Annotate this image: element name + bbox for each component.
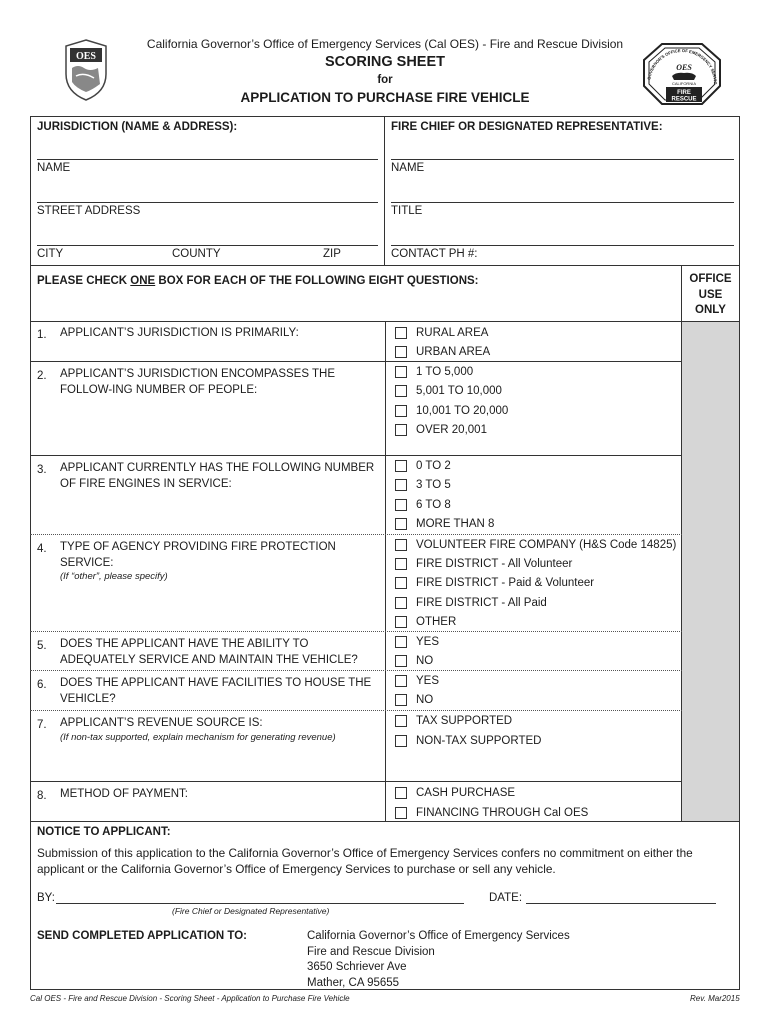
- question-7-text: APPLICANT’S REVENUE SOURCE IS:: [60, 717, 263, 729]
- option-label: MORE THAN 8: [416, 517, 495, 530]
- option-label: OVER 20,001: [416, 423, 487, 436]
- chief-name-label: NAME: [391, 162, 425, 174]
- notice-body: Submission of this application to the California Governor’s Office of Emergency Services confers no commitment on either the applicant or the California Governor’s Office of Emergency Services to purchase or sell any vehicle.: [37, 846, 693, 876]
- option-label: 1 TO 5,000: [416, 365, 474, 378]
- option-label: FINANCING THROUGH Cal OES: [416, 806, 589, 819]
- checkbox[interactable]: [395, 479, 407, 491]
- option-label: YES: [416, 674, 440, 687]
- agency-line: California Governor’s Office of Emergency Services (Cal OES) - Fire and Rescue Division: [146, 37, 624, 51]
- checkbox[interactable]: [395, 597, 407, 609]
- question-7-option-1[interactable]: [395, 713, 512, 728]
- jurisdiction-city-line[interactable]: [37, 245, 378, 246]
- address-line-2: Fire and Rescue Division: [307, 945, 435, 958]
- option-label: NON-TAX SUPPORTED: [416, 734, 542, 747]
- checkbox[interactable]: [395, 675, 407, 687]
- jurisdiction-street-line[interactable]: [37, 202, 378, 203]
- checkbox[interactable]: [395, 735, 407, 747]
- checkbox[interactable]: [395, 385, 407, 397]
- question-5-number: 5.: [37, 640, 47, 652]
- checkbox[interactable]: [395, 655, 407, 667]
- question-1-option-2[interactable]: [395, 344, 490, 359]
- question-2-number: 2.: [37, 370, 47, 382]
- chief-name-line[interactable]: [391, 159, 734, 160]
- checkbox[interactable]: [395, 694, 407, 706]
- date-line[interactable]: [526, 903, 716, 904]
- question-5-option-1[interactable]: [395, 634, 439, 649]
- question-3-text: APPLICANT CURRENTLY HAS THE FOLLOWING NUMBER OF FIRE ENGINES IN SERVICE:: [60, 462, 375, 490]
- oes-logo-text: OES: [75, 51, 97, 62]
- question-4-option-1[interactable]: [395, 537, 676, 552]
- option-label: NO: [416, 654, 434, 667]
- by-signature-line[interactable]: [56, 903, 464, 904]
- question-4-option-5[interactable]: [395, 614, 456, 629]
- option-label: 10,001 TO 20,000: [416, 404, 509, 417]
- question-8-text: METHOD OF PAYMENT:: [60, 788, 188, 800]
- question-2-text: APPLICANT’S JURISDICTION ENCOMPASSES THE FOLLOW-ING NUMBER OF PEOPLE:: [60, 368, 335, 396]
- question-3-number: 3.: [37, 464, 47, 476]
- checkbox[interactable]: [395, 807, 407, 819]
- instructions-pre: PLEASE CHECK: [37, 275, 131, 287]
- option-label: 5,001 TO 10,000: [416, 384, 502, 397]
- seal-ring-text: GOVERNOR'S OFFICE OF EMERGENCY SERVIC: [646, 47, 719, 85]
- question-6-number: 6.: [37, 679, 47, 691]
- checkbox[interactable]: [395, 539, 407, 551]
- question-1-block: [60, 326, 378, 342]
- question-4-option-4[interactable]: [395, 595, 547, 610]
- option-label: FIRE DISTRICT - All Paid: [416, 596, 547, 609]
- checkbox[interactable]: [395, 405, 407, 417]
- question-5-text: DOES THE APPLICANT HAVE THE ABILITY TO ADEQUATELY SERVICE AND MAINTAIN THE VEHICLE?: [60, 638, 358, 666]
- jurisdiction-street-label: STREET ADDRESS: [37, 205, 141, 217]
- checkbox[interactable]: [395, 327, 407, 339]
- instructions-one: ONE: [130, 275, 156, 287]
- address-line-1: California Governor’s Office of Emergency Services: [307, 930, 570, 942]
- question-2-option-4[interactable]: [395, 422, 487, 437]
- question-8-option-2[interactable]: [395, 805, 588, 820]
- question-separator: [30, 781, 682, 782]
- chief-contact-label: CONTACT PH #:: [391, 248, 478, 260]
- question-6-text: DOES THE APPLICANT HAVE FACILITIES TO HOUSE THE VEHICLE?: [60, 677, 372, 705]
- question-3-option-3[interactable]: [395, 497, 451, 512]
- question-2-option-3[interactable]: [395, 403, 508, 418]
- page-subtitle: APPLICATION TO PURCHASE FIRE VEHICLE: [240, 90, 530, 105]
- seal-fire-text: FIRE: [677, 90, 691, 96]
- option-label: TAX SUPPORTED: [416, 714, 513, 727]
- chief-title-line[interactable]: [391, 202, 734, 203]
- seal-oes-text: OES: [676, 63, 692, 72]
- top-divider: [384, 116, 385, 265]
- jurisdiction-name-line[interactable]: [37, 159, 378, 160]
- question-separator: [30, 361, 682, 362]
- instructions-post: BOX FOR EACH OF THE FOLLOWING EIGHT QUESTIONS:: [155, 275, 479, 287]
- option-label: CASH PURCHASE: [416, 786, 516, 799]
- question-5-block: [60, 637, 378, 668]
- office-use-line-2: USE: [698, 288, 723, 301]
- checkbox[interactable]: [395, 346, 407, 358]
- question-option-divider: [385, 321, 386, 821]
- option-label: VOLUNTEER FIRE COMPANY (H&S Code 14825): [416, 538, 677, 551]
- jurisdiction-county-label: COUNTY: [172, 248, 221, 260]
- chief-contact-line[interactable]: [391, 245, 734, 246]
- question-separator: [30, 534, 682, 535]
- question-8-number: 8.: [37, 790, 47, 802]
- checkbox[interactable]: [395, 715, 407, 727]
- office-use-area: [682, 321, 739, 821]
- option-label: 0 TO 2: [416, 459, 451, 472]
- office-use-line-3: ONLY: [695, 304, 726, 316]
- question-8-option-1[interactable]: [395, 785, 515, 800]
- send-label: SEND COMPLETED APPLICATION TO:: [37, 930, 247, 942]
- questions-bottom-line: [30, 821, 740, 822]
- checkbox[interactable]: [395, 616, 407, 628]
- seal-state-text: CALIFORNIA: [671, 81, 697, 86]
- checkbox[interactable]: [395, 518, 407, 530]
- checkbox[interactable]: [395, 366, 407, 378]
- office-use-line-1: OFFICE: [689, 273, 732, 285]
- question-4-note: (If “other”, please specify): [60, 571, 168, 582]
- notice-heading: NOTICE TO APPLICANT:: [37, 826, 171, 838]
- question-3-option-2[interactable]: [395, 477, 451, 492]
- question-6-option-1[interactable]: [395, 673, 439, 688]
- send-address: [307, 929, 570, 991]
- section-divider: [30, 265, 740, 266]
- question-3-option-4[interactable]: [395, 516, 494, 531]
- jurisdiction-city-label: CITY: [37, 248, 64, 260]
- checkbox[interactable]: [395, 787, 407, 799]
- checkbox[interactable]: [395, 499, 407, 511]
- checkbox[interactable]: [395, 424, 407, 436]
- question-4-block: [60, 540, 378, 582]
- office-use-header: [682, 272, 739, 319]
- question-7-option-2[interactable]: [395, 733, 541, 748]
- question-6-block: [60, 676, 378, 707]
- title-for: for: [377, 74, 393, 86]
- seal-rescue-text: RESCUE: [671, 96, 697, 103]
- address-line-4: Mather, CA 95655: [307, 976, 400, 989]
- footer-right: Rev. Mar2015: [690, 994, 740, 1003]
- question-3-block: [60, 461, 378, 492]
- by-caption: (Fire Chief or Designated Representative): [172, 906, 330, 916]
- chief-title-label: TITLE: [391, 205, 423, 217]
- checkbox[interactable]: [395, 636, 407, 648]
- question-5-option-2[interactable]: [395, 653, 433, 668]
- question-7-note: (If non-tax supported, explain mechanism for generating revenue): [60, 731, 336, 743]
- checkbox[interactable]: [395, 558, 407, 570]
- question-separator: [30, 670, 682, 671]
- option-label: FIRE DISTRICT - All Volunteer: [416, 557, 573, 570]
- option-label: RURAL AREA: [416, 326, 489, 339]
- question-1-text: APPLICANT’S JURISDICTION IS PRIMARILY:: [60, 327, 299, 339]
- question-separator: [30, 631, 682, 632]
- question-7-number: 7.: [37, 719, 47, 731]
- jurisdiction-zip-label: ZIP: [323, 248, 341, 260]
- option-label: 6 TO 8: [416, 498, 451, 511]
- question-7-block: [60, 716, 378, 743]
- option-label: URBAN AREA: [416, 345, 491, 358]
- option-label: NO: [416, 693, 434, 706]
- question-4-option-3[interactable]: [395, 575, 594, 590]
- question-1-number: 1.: [37, 329, 47, 341]
- address-line-3: 3650 Schriever Ave: [307, 961, 407, 973]
- option-label: FIRE DISTRICT - Paid & Volunteer: [416, 576, 595, 589]
- question-separator: [30, 710, 682, 711]
- fire-chief-heading: FIRE CHIEF OR DESIGNATED REPRESENTATIVE:: [391, 121, 663, 133]
- question-2-option-1[interactable]: [395, 364, 473, 379]
- option-label: 3 TO 5: [416, 478, 451, 491]
- question-separator: [30, 455, 682, 456]
- checkbox[interactable]: [395, 460, 407, 472]
- question-3-option-1[interactable]: [395, 458, 451, 473]
- question-4-text: TYPE OF AGENCY PROVIDING FIRE PROTECTION SERVICE:: [60, 541, 336, 569]
- checkbox[interactable]: [395, 577, 407, 589]
- jurisdiction-heading: JURISDICTION (NAME & ADDRESS):: [37, 121, 238, 133]
- option-label: YES: [416, 635, 440, 648]
- question-2-option-2[interactable]: [395, 383, 502, 398]
- question-4-number: 4.: [37, 543, 47, 555]
- question-4-option-2[interactable]: [395, 556, 572, 571]
- instructions: [37, 275, 479, 287]
- by-label: BY:: [37, 892, 55, 904]
- jurisdiction-name-label: NAME: [37, 162, 71, 174]
- date-label: DATE:: [489, 892, 523, 904]
- question-6-option-2[interactable]: [395, 692, 433, 707]
- option-label: OTHER: [416, 615, 457, 628]
- question-1-option-1[interactable]: [395, 325, 488, 340]
- question-2-block: [60, 367, 378, 398]
- question-8-block: [60, 787, 378, 803]
- page-title: SCORING SHEET: [324, 54, 446, 70]
- footer-left: Cal OES - Fire and Rescue Division - Scoring Sheet - Application to Purchase Fire Vehicle: [30, 994, 350, 1003]
